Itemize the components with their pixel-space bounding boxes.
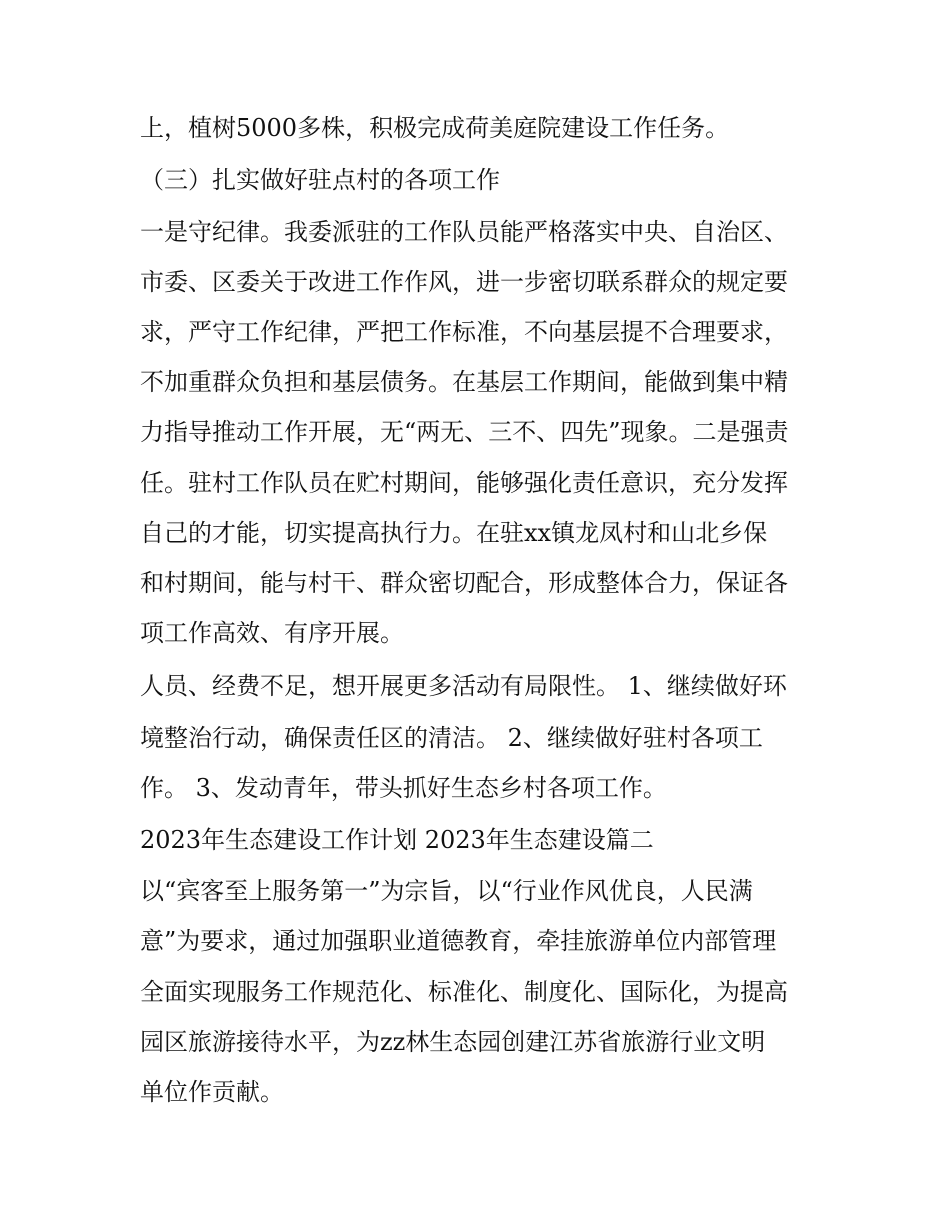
text-line: 境整治行动，确保责任区的清洁。 2、继续做好驻村各项工 [140, 724, 763, 752]
text-line: 项工作高效、有序开展。 [140, 619, 404, 647]
text-line: 上，植树5000多株，积极完成荷美庭院建设工作任务。 [140, 114, 730, 142]
text-line: 不加重群众负担和基层债务。在基层工作期间，能做到集中精 [140, 368, 788, 396]
text-line: 人员、经费不足，想开展更多活动有局限性。 1、继续做好环 [140, 672, 787, 700]
text-line: 求，严守工作纪律，严把工作标准，不向基层提不合理要求， [140, 318, 788, 346]
text-line: 市委、区委关于改进工作作风，进一步密切联系群众的规定要 [140, 268, 788, 296]
text-line: 意”为要求，通过加强职业道德教育，牵挂旅游单位内部管理 [140, 927, 777, 955]
text-line: 园区旅游接待水平，为zz林生态园创建江苏省旅游行业文明 [140, 1028, 766, 1056]
text-line: 全面实现服务工作规范化、标准化、制度化、国际化，为提高 [140, 978, 788, 1006]
text-line: 单位作贡献。 [140, 1078, 284, 1106]
text-line: 以“宾客至上服务第一”为宗旨，以“行业作风优良，人民满 [140, 877, 753, 905]
section-heading: 2023年生态建设工作计划 2023年生态建设篇二 [140, 826, 654, 854]
section-heading: （三）扎实做好驻点村的各项工作 [140, 166, 500, 194]
text-line: 自己的才能，切实提高执行力。在驻xx镇龙凤村和山北乡保 [140, 519, 768, 547]
text-line: 一是守纪律。我委派驻的工作队员能严格落实中央、自治区、 [140, 218, 788, 246]
text-line: 任。驻村工作队员在贮村期间，能够强化责任意识，充分发挥 [140, 469, 788, 497]
text-line: 作。 3、发动青年，带头抓好生态乡村各项工作。 [140, 774, 667, 802]
text-line: 力指导推动工作开展，无“两无、三不、四先”现象。二是强责 [140, 418, 789, 446]
text-line: 和村期间，能与村干、群众密切配合，形成整体合力，保证各 [140, 569, 788, 597]
